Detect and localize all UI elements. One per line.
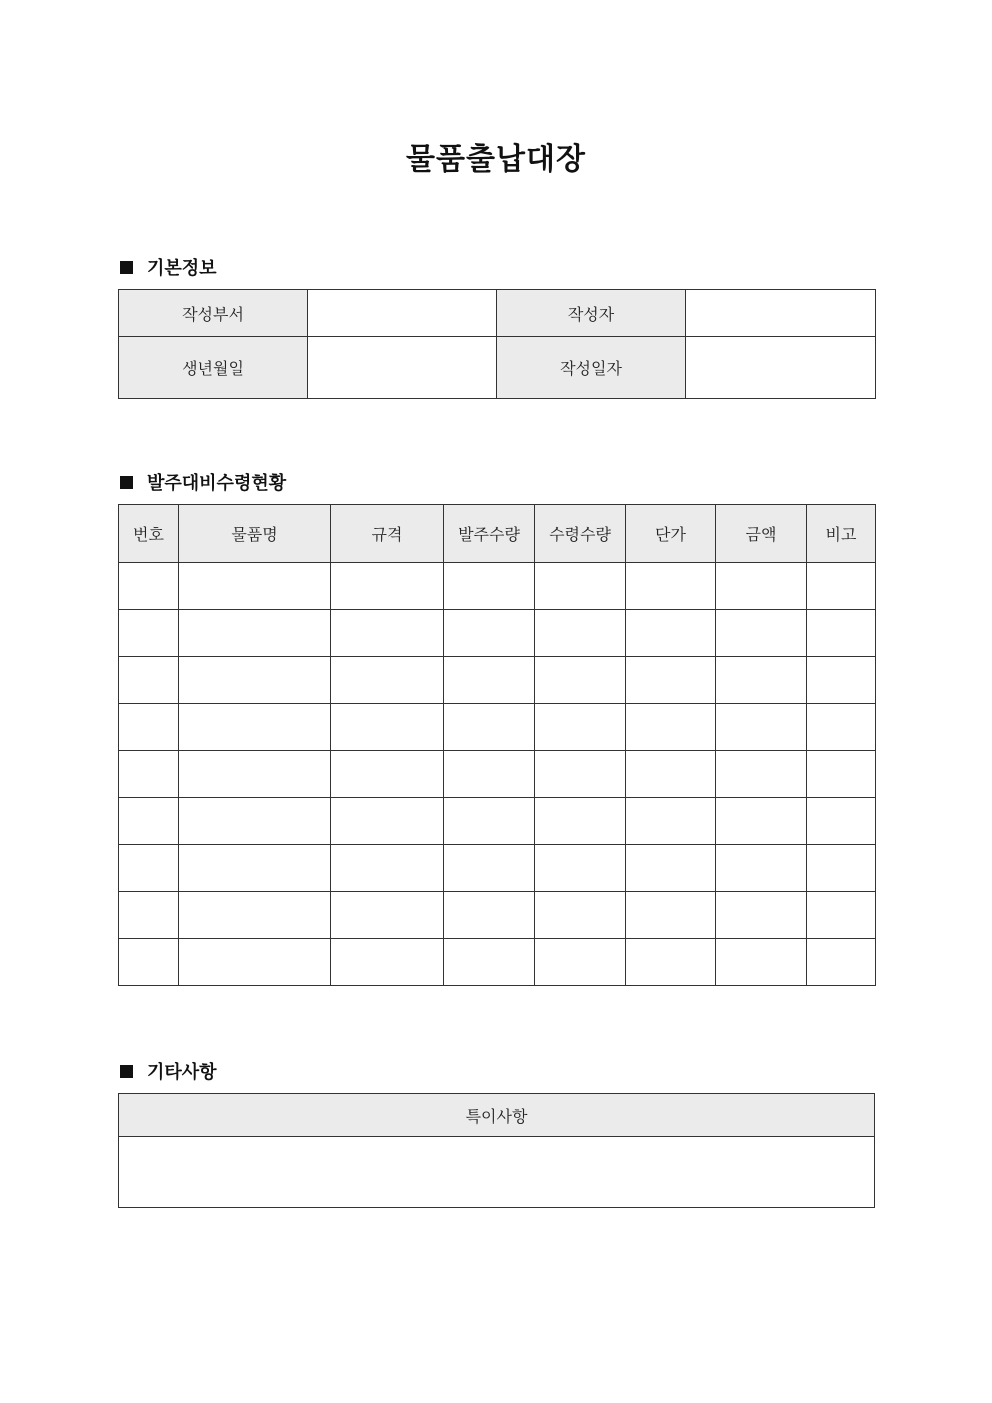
table-cell[interactable] <box>807 610 876 657</box>
table-row <box>119 892 876 939</box>
table-cell[interactable] <box>179 563 331 610</box>
table-cell[interactable] <box>716 704 807 751</box>
table-row <box>119 798 876 845</box>
section-heading-etc <box>120 1058 217 1084</box>
table-cell[interactable] <box>444 845 535 892</box>
section-title-order: 발주대비수령현황 <box>147 473 287 494</box>
table-cell[interactable] <box>179 610 331 657</box>
table-cell[interactable] <box>119 751 179 798</box>
table-cell[interactable] <box>535 563 626 610</box>
table-cell[interactable] <box>626 704 716 751</box>
section-title-etc: 기타사항 <box>147 1062 217 1083</box>
square-bullet-icon <box>120 476 133 489</box>
birth-label: 생년월일 <box>119 337 308 399</box>
table-cell[interactable] <box>331 751 444 798</box>
notes-header: 특이사항 <box>119 1094 875 1137</box>
table-cell[interactable] <box>119 610 179 657</box>
date-label: 작성일자 <box>497 337 686 399</box>
table-row <box>119 751 876 798</box>
document-title: 물품출납대장 <box>406 142 586 177</box>
table-cell[interactable] <box>119 939 179 986</box>
section-heading-basic <box>120 254 217 280</box>
table-cell[interactable] <box>119 892 179 939</box>
header-order-qty: 발주수량 <box>444 505 535 563</box>
table-cell[interactable] <box>626 610 716 657</box>
order-receipt-table <box>118 504 876 986</box>
table-cell[interactable] <box>716 751 807 798</box>
table-cell[interactable] <box>444 610 535 657</box>
table-cell[interactable] <box>444 892 535 939</box>
table-row <box>119 939 876 986</box>
table-cell[interactable] <box>626 563 716 610</box>
table-cell[interactable] <box>626 939 716 986</box>
table-cell[interactable] <box>626 657 716 704</box>
table-cell[interactable] <box>179 798 331 845</box>
notes-table <box>118 1093 875 1208</box>
table-row <box>119 563 876 610</box>
table-cell[interactable] <box>535 939 626 986</box>
table-cell[interactable] <box>331 657 444 704</box>
table-cell[interactable] <box>807 563 876 610</box>
table-row <box>119 610 876 657</box>
table-cell[interactable] <box>444 798 535 845</box>
dept-value-cell[interactable] <box>308 290 497 337</box>
table-cell[interactable] <box>535 845 626 892</box>
table-cell[interactable] <box>444 939 535 986</box>
section-title-basic: 기본정보 <box>147 258 217 279</box>
table-cell[interactable] <box>535 751 626 798</box>
table-cell[interactable] <box>535 892 626 939</box>
table-cell[interactable] <box>119 845 179 892</box>
section-heading-order <box>120 469 286 495</box>
table-cell[interactable] <box>626 798 716 845</box>
author-label: 작성자 <box>497 290 686 337</box>
basic-info-table <box>118 289 876 399</box>
header-spec: 규격 <box>331 505 444 563</box>
table-cell[interactable] <box>331 798 444 845</box>
table-cell[interactable] <box>716 563 807 610</box>
table-cell[interactable] <box>716 939 807 986</box>
header-no: 번호 <box>119 505 179 563</box>
table-cell[interactable] <box>626 892 716 939</box>
table-cell[interactable] <box>444 704 535 751</box>
table-cell[interactable] <box>807 845 876 892</box>
table-cell[interactable] <box>807 798 876 845</box>
header-amount: 금액 <box>716 505 807 563</box>
table-cell[interactable] <box>807 751 876 798</box>
table-cell[interactable] <box>444 563 535 610</box>
table-cell[interactable] <box>535 657 626 704</box>
table-cell[interactable] <box>535 704 626 751</box>
table-cell[interactable] <box>716 798 807 845</box>
table-cell[interactable] <box>331 563 444 610</box>
table-cell[interactable] <box>626 845 716 892</box>
order-table-header-row <box>119 505 876 563</box>
table-row <box>119 657 876 704</box>
table-cell[interactable] <box>807 892 876 939</box>
table-cell[interactable] <box>444 657 535 704</box>
table-cell[interactable] <box>179 751 331 798</box>
header-item-name: 물품명 <box>179 505 331 563</box>
table-cell[interactable] <box>807 704 876 751</box>
header-unit-price: 단가 <box>626 505 716 563</box>
header-remarks: 비고 <box>807 505 876 563</box>
table-row <box>119 845 876 892</box>
table-cell[interactable] <box>179 704 331 751</box>
table-cell[interactable] <box>119 657 179 704</box>
author-value-cell[interactable] <box>686 290 876 337</box>
square-bullet-icon <box>120 1065 133 1078</box>
dept-label: 작성부서 <box>119 290 308 337</box>
table-cell[interactable] <box>444 751 535 798</box>
table-cell[interactable] <box>179 939 331 986</box>
table-cell[interactable] <box>716 610 807 657</box>
table-cell[interactable] <box>331 892 444 939</box>
table-cell[interactable] <box>716 892 807 939</box>
table-cell[interactable] <box>535 610 626 657</box>
table-row <box>119 704 876 751</box>
table-cell[interactable] <box>331 845 444 892</box>
table-cell[interactable] <box>535 798 626 845</box>
header-received-qty: 수령수량 <box>535 505 626 563</box>
notes-body-cell[interactable] <box>119 1137 875 1208</box>
table-cell[interactable] <box>331 704 444 751</box>
date-value-cell[interactable] <box>686 337 876 399</box>
table-cell[interactable] <box>119 704 179 751</box>
table-cell[interactable] <box>179 845 331 892</box>
table-cell[interactable] <box>626 751 716 798</box>
table-cell[interactable] <box>331 939 444 986</box>
table-cell[interactable] <box>179 657 331 704</box>
square-bullet-icon <box>120 261 133 274</box>
table-cell[interactable] <box>119 798 179 845</box>
table-cell[interactable] <box>119 563 179 610</box>
birth-value-cell[interactable] <box>308 337 497 399</box>
table-cell[interactable] <box>716 845 807 892</box>
table-cell[interactable] <box>179 892 331 939</box>
table-cell[interactable] <box>331 610 444 657</box>
table-cell[interactable] <box>716 657 807 704</box>
table-cell[interactable] <box>807 657 876 704</box>
table-cell[interactable] <box>807 939 876 986</box>
